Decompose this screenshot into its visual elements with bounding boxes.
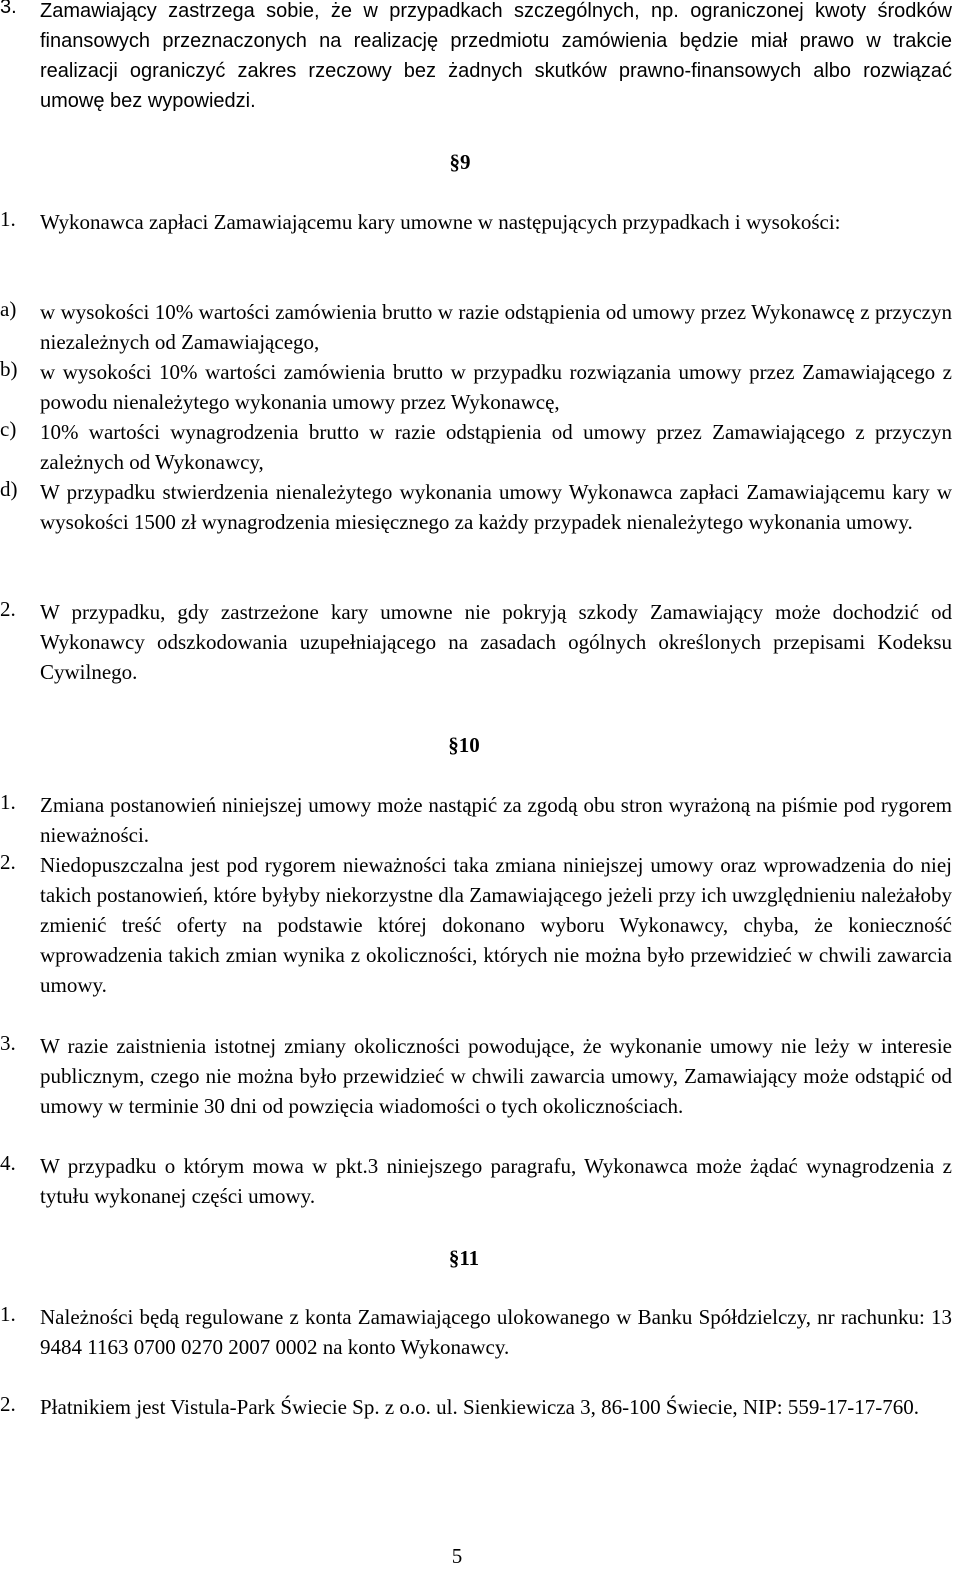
subitem-label: a)	[0, 297, 17, 321]
section-10-item-text: Zmiana postanowień niniejszej umowy może nastąpić za zgodą obu stron wyrażoną na piśmie pod rygorem nieważności.	[40, 793, 952, 847]
section-11-item-2	[0, 1392, 952, 1422]
section-11-item-text: Należności będą regulowane z konta Zamawiającego ulokowanego w Banku Spółdzielczy, nr rachunku: 13 9484 1163 0700 0270 2007 0002 na konto Wykonawcy.	[40, 1305, 952, 1359]
section-10-item-4	[0, 1151, 952, 1211]
top-item-number: 3.	[0, 0, 17, 18]
subitem-label: d)	[0, 477, 18, 501]
section-11-item-text: Płatnikiem jest Vistula-Park Świecie Sp. z o.o. ul. Sienkiewicza 3, 86-100 Świecie, NIP: 559-17-17-760.	[40, 1395, 920, 1419]
subitem-text: w wysokości 10% wartości zamówienia brutto w razie odstąpienia od umowy przez Wykonawcę z przyczyn niezależnych od Zamawiającego,	[40, 300, 952, 354]
section-9-point-2	[0, 597, 952, 687]
section-9-subitem-d	[0, 477, 952, 537]
section-11-heading: §11	[448, 1246, 480, 1270]
subitem-text: 10% wartości wynagrodzenia brutto w razie odstąpienia od umowy przez Zamawiającego z przyczyn zależnych od Wykonawcy,	[40, 420, 952, 474]
section-10-item-number: 1.	[0, 790, 16, 814]
section-10-item-3	[0, 1031, 952, 1121]
section-9-subitem-a	[0, 297, 952, 357]
section-10-item-text: W razie zaistnienia istotnej zmiany okoliczności powodujące, że wykonanie umowy nie leży w interesie publicznym, czego nie można było przewidzieć w chwili zawarcia umowy, Zamawiający może odstąpić od umowy w terminie 30 dni od powzięcia wiadomości o tych okolicznościach.	[40, 1034, 952, 1118]
section-9-point-2-number: 2.	[0, 597, 16, 621]
section-10-item-1	[0, 790, 952, 850]
page-number: 5	[451, 1544, 463, 1568]
section-11-item-1	[0, 1302, 952, 1362]
subitem-label: c)	[0, 417, 17, 441]
section-9-heading: §9	[449, 150, 471, 174]
section-9-subitem-c	[0, 417, 952, 477]
section-10-item-2	[0, 850, 952, 1000]
subitem-label: b)	[0, 357, 18, 381]
section-10-item-number: 4.	[0, 1151, 16, 1175]
section-9-subitem-b	[0, 357, 952, 417]
section-9-point-1-number: 1.	[0, 207, 16, 231]
section-10-item-text: W przypadku o którym mowa w pkt.3 niniejszego paragrafu, Wykonawca może żądać wynagrodzenia z tytułu wykonanej części umowy.	[40, 1154, 952, 1208]
top-list-item	[0, 0, 952, 116]
section-9-point-2-text: W przypadku, gdy zastrzeżone kary umowne nie pokryją szkody Zamawiający może dochodzić od Wykonawcy odszkodowania uzupełniającego na zasadach ogólnych określonych przepisami Kodeksu Cywilnego.	[40, 600, 952, 684]
section-10-item-number: 2.	[0, 850, 16, 874]
section-9-point-1	[0, 207, 952, 237]
subitem-text: w wysokości 10% wartości zamówienia brutto w przypadku rozwiązania umowy przez Zamawiającego z powodu nienależytego wykonania umowy przez Wykonawcę,	[40, 360, 952, 414]
top-item-text: Zamawiający zastrzega sobie, że w przypadkach szczególnych, np. ograniczonej kwoty środków finansowych przeznaczonych na realizację przedmiotu zamówienia będzie miał prawo w trakcie realizacji ograniczyć zakres rzeczowy bez żadnych skutków prawno-finansowych albo rozwiązać umowę bez wypowiedzi.	[40, 0, 952, 112]
section-10-item-text: Niedopuszczalna jest pod rygorem nieważności taka zmiana niniejszej umowy oraz wprowadzenia do niej takich postanowień, które byłyby niekorzystne dla Zamawiającego jeżeli przy ich uwzględnieniu należałoby zmienić treść oferty na podstawie której dokonano wyboru Wykonawcy, chyba, że konieczność wprowadzenia takich zmian wynika z okoliczności, których nie można było przewidzieć w chwili zawarcia umowy.	[40, 853, 952, 997]
section-11-item-number: 1.	[0, 1302, 16, 1326]
section-9-point-1-text: Wykonawca zapłaci Zamawiającemu kary umowne w następujących przypadkach i wysokości:	[40, 210, 841, 234]
subitem-text: W przypadku stwierdzenia nienależytego wykonania umowy Wykonawca zapłaci Zamawiającemu kary w wysokości 1500 zł wynagrodzenia miesięcznego za każdy przypadek nienależytego wykonania umowy.	[40, 480, 952, 534]
section-11-item-number: 2.	[0, 1392, 16, 1416]
section-10-item-number: 3.	[0, 1031, 16, 1055]
section-10-heading: §10	[448, 733, 480, 757]
